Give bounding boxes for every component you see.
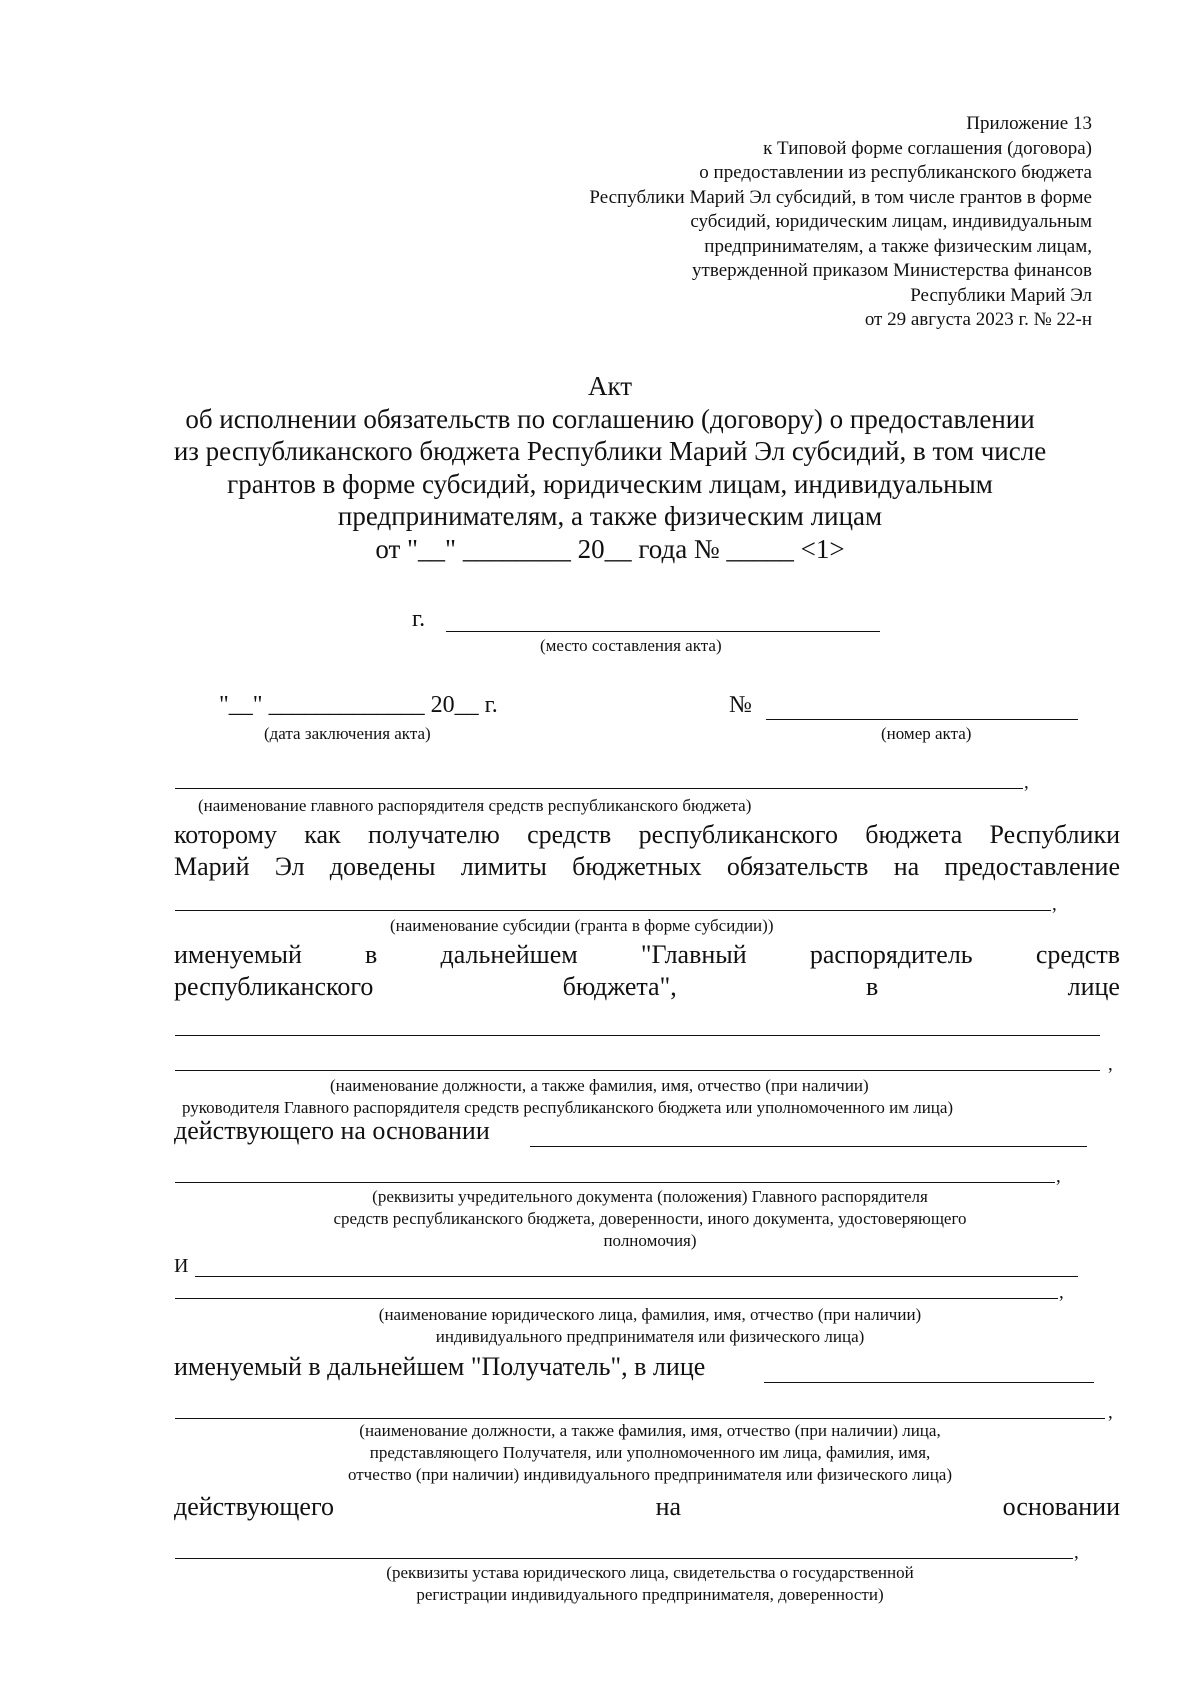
para1-line1: которому как получателю средств республиканского бюджета Республики — [174, 820, 1120, 849]
recipient-caption — [220, 1304, 1080, 1348]
and-label: И — [174, 1255, 189, 1277]
place-field[interactable] — [446, 631, 880, 632]
title-heading: Акт — [587, 371, 633, 401]
subsidy-field[interactable] — [175, 910, 1051, 911]
acting-line — [174, 1492, 1120, 1522]
comma: , — [1052, 894, 1057, 915]
acting-basis-field-2[interactable] — [175, 1182, 1055, 1183]
comma: , — [1108, 1402, 1113, 1423]
appendix-line: утвержденной приказом Министерства финансов — [692, 260, 1092, 281]
docs-caption-line: полномочия) — [603, 1231, 697, 1250]
title-line: грантов в форме субсидий, юридическим лицам, индивидуальным — [227, 468, 993, 499]
charter-caption-line: (реквизиты устава юридического лица, свидетельства о государственной — [386, 1563, 914, 1582]
subsidy-caption: (наименование субсидии (гранта в форме субсидии)) — [390, 916, 774, 935]
title-line: из республиканского бюджета Республики Марий Эл субсидий, в том числе — [173, 436, 1047, 466]
recipient-person-field[interactable] — [764, 1382, 1094, 1383]
appendix-line: Республики Марий Эл субсидий, в том числе грантов в форме — [589, 186, 1092, 208]
word: бюджета", — [562, 972, 677, 1001]
position-field-2[interactable] — [175, 1070, 1100, 1071]
word: именуемый — [174, 940, 302, 969]
named-line-1 — [174, 940, 1120, 970]
word: действующего — [174, 1492, 334, 1521]
appendix-line: к Типовой форме соглашения (договора) — [763, 137, 1092, 159]
docs-caption — [210, 1186, 1090, 1252]
act-number-prefix: № — [729, 692, 752, 718]
title-line: об исполнении обязательств по соглашению (договору) о предоставлении — [185, 403, 1035, 434]
recipient-person-field-2[interactable] — [175, 1418, 1105, 1419]
acting-basis-label: действующего на основании — [174, 1116, 490, 1145]
position-field-1[interactable] — [175, 1035, 1100, 1036]
place-prefix: г. — [412, 606, 426, 632]
word: "Главный — [640, 940, 747, 969]
comma: , — [1108, 1054, 1113, 1075]
place-caption: (место составления акта) — [540, 636, 722, 655]
word: на — [655, 1492, 682, 1521]
appendix-block — [589, 112, 1092, 333]
word: средств — [1035, 940, 1120, 969]
comma: , — [1056, 1166, 1061, 1187]
charter-caption — [200, 1562, 1100, 1606]
named-recipient-label: именуемый в дальнейшем "Получатель", в лице — [174, 1352, 706, 1381]
charter-field[interactable] — [175, 1558, 1073, 1559]
word: основании — [1002, 1492, 1120, 1521]
main-manager-field[interactable] — [175, 788, 1023, 789]
word: в — [365, 940, 378, 969]
main-manager-caption: (наименование главного распорядителя средств республиканского бюджета) — [198, 796, 752, 815]
rep-caption-line: (наименование должности, а также фамилия, имя, отчество (при наличии) лица, — [359, 1421, 941, 1440]
recipient-caption-line: индивидуального предпринимателя или физического лица) — [435, 1327, 865, 1346]
appendix-line: предпринимателям, а также физическим лицам, — [704, 235, 1092, 257]
word: дальнейшем — [440, 940, 578, 969]
recipient-field-1[interactable] — [195, 1276, 1078, 1277]
appendix-line: субсидий, юридическим лицам, индивидуальным — [690, 211, 1092, 232]
act-date-caption: (дата заключения акта) — [264, 724, 431, 743]
word: распорядитель — [809, 940, 973, 969]
named-line-2 — [174, 972, 1120, 1002]
act-number-caption: (номер акта) — [881, 724, 972, 743]
appendix-line: от 29 августа 2023 г. № 22-н — [864, 309, 1092, 330]
rep-caption-line: представляющего Получателя, или уполномоченного им лица, фамилия, имя, — [369, 1443, 931, 1462]
rep-caption-line: отчество (при наличии) индивидуального предпринимателя или физического лица) — [347, 1465, 953, 1484]
docs-caption-line: средств республиканского бюджета, доверенности, иного документа, удостоверяющего — [333, 1209, 967, 1228]
recipient-field-2[interactable] — [175, 1298, 1058, 1299]
word: в — [866, 972, 879, 1001]
docs-caption-line: (реквизиты учредительного документа (положения) Главного распорядителя — [372, 1187, 928, 1206]
document-title — [170, 370, 1050, 565]
rep-caption — [200, 1420, 1100, 1486]
appendix-line: о предоставлении из республиканского бюджета — [699, 162, 1092, 183]
comma: , — [1059, 1282, 1064, 1303]
word: лице — [1067, 972, 1120, 1001]
recipient-caption-line: (наименование юридического лица, фамилия, имя, отчество (при наличии) — [378, 1305, 922, 1324]
position-caption-2: руководителя Главного распорядителя средств республиканского бюджета или уполномоченного им лица) — [182, 1098, 954, 1117]
appendix-line: Приложение 13 — [966, 113, 1092, 134]
position-caption-1: (наименование должности, а также фамилия, имя, отчество (при наличии) — [330, 1076, 869, 1095]
charter-caption-line: регистрации индивидуального предпринимателя, доверенности) — [416, 1585, 884, 1604]
para1-line2: Марий Эл доведены лимиты бюджетных обязательств на предоставление — [174, 852, 1120, 881]
acting-basis-field[interactable] — [530, 1146, 1087, 1147]
comma: , — [1074, 1542, 1079, 1563]
title-line: предпринимателям, а также физическим лицам — [337, 501, 883, 531]
act-date-field[interactable]: "__" _____________ 20__ г. — [219, 692, 498, 718]
act-number-field[interactable] — [766, 719, 1078, 720]
appendix-line: Республики Марий Эл — [910, 284, 1092, 306]
comma: , — [1024, 772, 1029, 793]
word: республиканского — [174, 972, 374, 1001]
title-date-line: от "__" ________ 20__ года № _____ <1> — [375, 533, 845, 564]
